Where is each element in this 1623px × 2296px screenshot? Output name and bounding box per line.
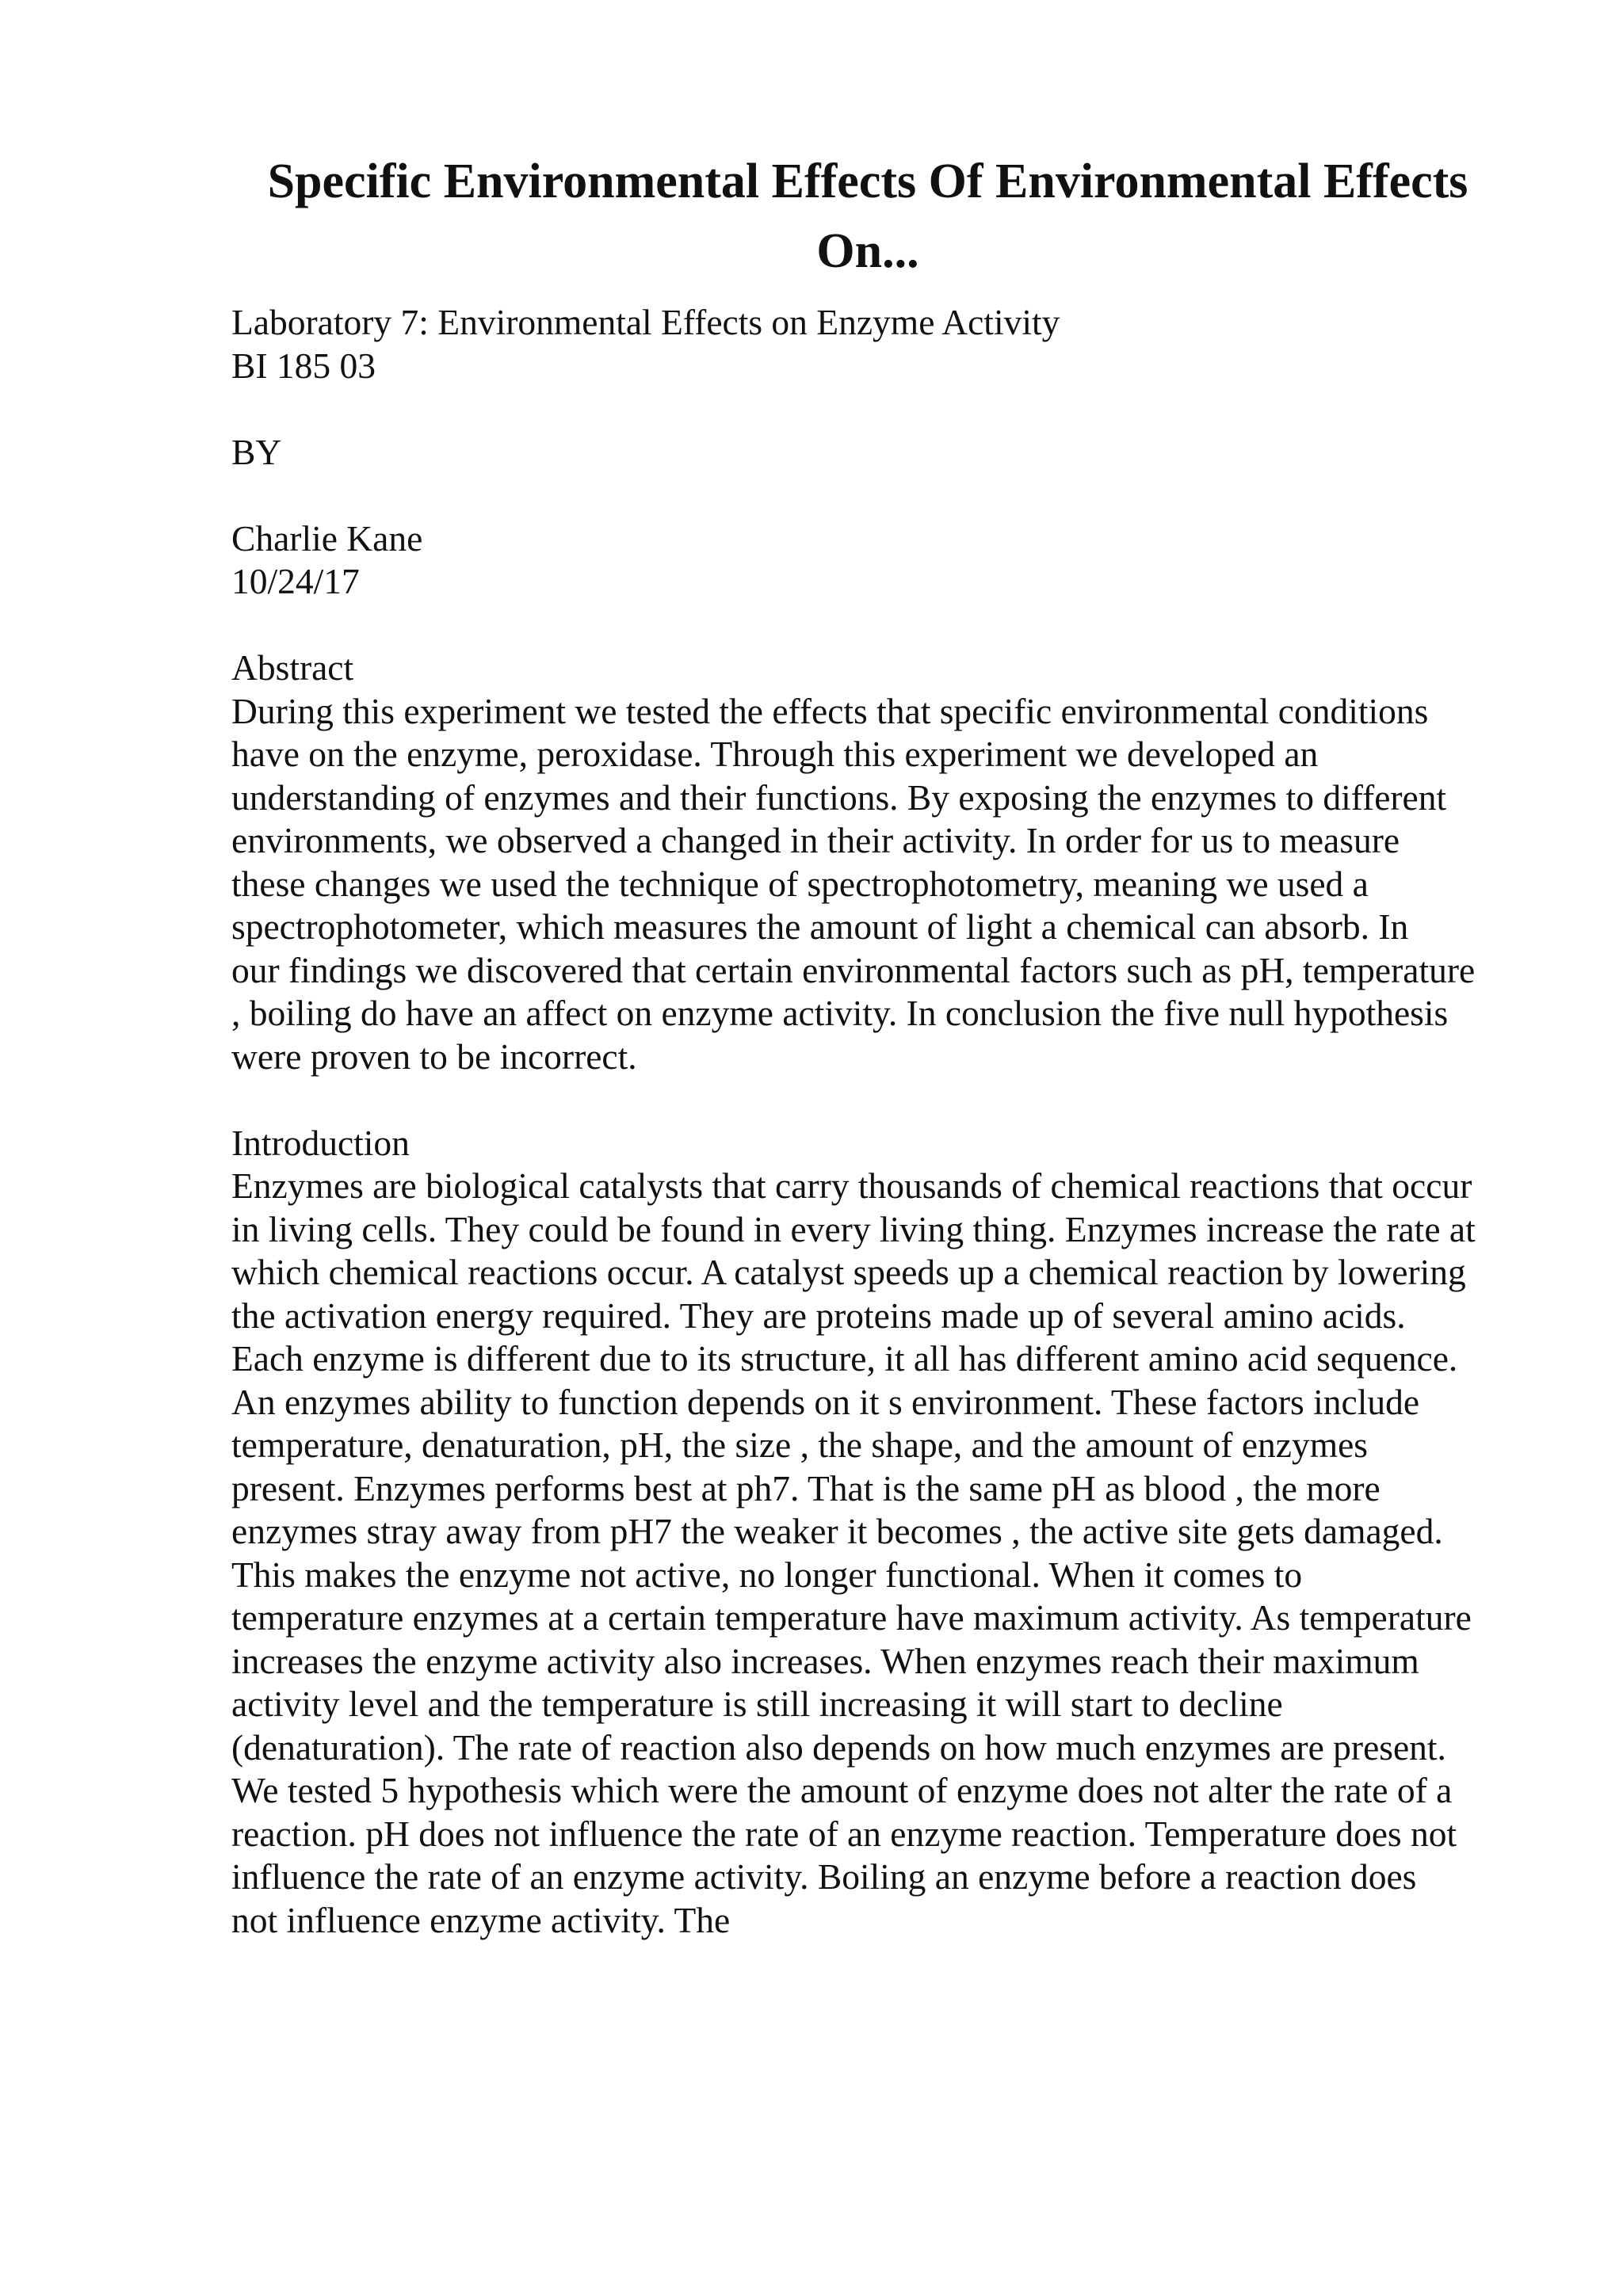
abstract-line: these changes we used the technique of spectrophotometry, meaning we used a bbox=[231, 863, 1369, 904]
introduction-line: Each enzyme is different due to its structure, it all has different amino acid sequence. bbox=[231, 1338, 1458, 1379]
introduction-line: (denaturation). The rate of reaction also depends on how much enzymes are present. bbox=[231, 1726, 1446, 1768]
abstract-line: , boiling do have an affect on enzyme activity. In conclusion the five null hypothesis bbox=[231, 993, 1449, 1033]
abstract-line: environments, we observed a changed in their activity. In order for us to measure bbox=[231, 820, 1400, 860]
introduction-line: the activation energy required. They are proteins made up of several amino acids. bbox=[231, 1295, 1406, 1336]
course-title: Laboratory 7: Environmental Effects on Enzyme Activity bbox=[231, 302, 1060, 342]
introduction-line: temperature, denaturation, pH, the size , the shape, and the amount of enzymes bbox=[231, 1425, 1369, 1465]
author-name: Charlie Kane bbox=[231, 517, 423, 559]
abstract-line: During this experiment we tested the effects that specific environmental conditions bbox=[231, 690, 1429, 731]
introduction-line: increases the enzyme activity also increases. When enzymes reach their maximum bbox=[231, 1640, 1419, 1681]
abstract-line: understanding of enzymes and their functions. By exposing the enzymes to different bbox=[231, 776, 1447, 818]
introduction-line: which chemical reactions occur. A catalyst speeds up a chemical reaction by lowering bbox=[231, 1252, 1466, 1292]
spacer bbox=[231, 604, 1515, 647]
abstract-line: were proven to be incorrect. bbox=[231, 1035, 637, 1077]
abstract-line: have on the enzyme, peroxidase. Through this experiment we developed an bbox=[231, 734, 1319, 774]
abstract-line: our findings we discovered that certain environmental factors such as pH, temperature bbox=[231, 949, 1476, 990]
introduction-line: activity level and the temperature is still increasing it will start to decline bbox=[231, 1684, 1283, 1724]
document-title: Specific Environmental Effects Of Environmental Effects On... bbox=[267, 154, 1468, 278]
spacer bbox=[231, 474, 1515, 517]
introduction-line: influence the rate of an enzyme activity. Boiling an enzyme before a reaction does bbox=[231, 1856, 1417, 1897]
introduction-line: temperature enzymes at a certain temperature have maximum activity. As temperature bbox=[231, 1597, 1472, 1638]
abstract-line: spectrophotometer, which measures the amount of light a chemical can absorb. In bbox=[231, 906, 1409, 947]
course-code: BI 185 03 bbox=[231, 345, 376, 386]
introduction-line: not influence enzyme activity. The bbox=[231, 1899, 731, 1940]
introduction-heading: Introduction bbox=[231, 1122, 410, 1163]
by-label: BY bbox=[231, 431, 282, 472]
spacer bbox=[231, 387, 1515, 431]
abstract-heading: Abstract bbox=[231, 647, 354, 688]
introduction-line: enzymes stray away from pH7 the weaker it becomes , the active site gets damaged. bbox=[231, 1511, 1443, 1551]
introduction-line: This makes the enzyme not active, no longer functional. When it comes to bbox=[231, 1554, 1303, 1595]
introduction-line: present. Enzymes performs best at ph7. That is the same pH as blood , the more bbox=[231, 1467, 1381, 1508]
document-body bbox=[231, 301, 1515, 1942]
introduction-line: We tested 5 hypothesis which were the amount of enzyme does not alter the rate of a bbox=[231, 1770, 1453, 1810]
introduction-line: reaction. pH does not influence the rate of an enzyme reaction. Temperature does not bbox=[231, 1813, 1457, 1854]
introduction-line: An enzymes ability to function depends on it s environment. These factors include bbox=[231, 1381, 1420, 1422]
introduction-line: in living cells. They could be found in every living thing. Enzymes increase the rate at bbox=[231, 1208, 1476, 1249]
spacer bbox=[231, 1078, 1515, 1122]
report-date: 10/24/17 bbox=[231, 561, 360, 601]
introduction-line: Enzymes are biological catalysts that carry thousands of chemical reactions that occur bbox=[231, 1165, 1472, 1206]
